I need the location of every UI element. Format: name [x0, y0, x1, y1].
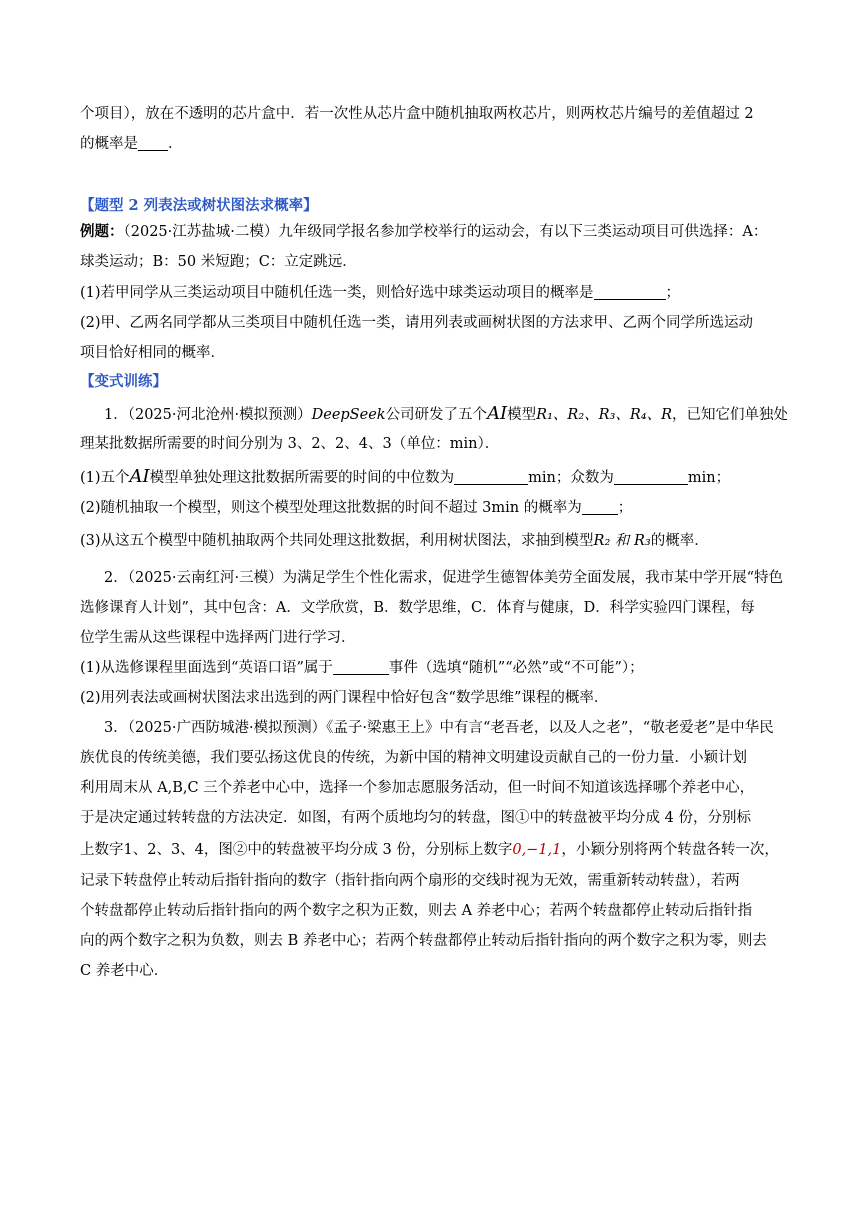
text-line: 选修课育人计划”，其中包含：A．文学欣赏，B．数学思维，C．体育与健康，D．科学实验四门课程，每	[80, 600, 755, 616]
text-line	[80, 222, 767, 242]
section-title: 【变式训练】	[80, 373, 167, 390]
text-line	[80, 658, 644, 678]
answer-blank[interactable]	[582, 498, 618, 515]
math-text: AI	[487, 403, 508, 424]
text-line: 3．（2025·广西防城港·模拟预测）《孟子·梁惠王上》中有言“老吾老，以及人之老”，“敬老爱老”是中华民	[104, 720, 774, 736]
text-line	[104, 404, 788, 425]
text: 的概率是	[80, 136, 138, 152]
math-text: R₁、R₂、R₃、R₄、R	[536, 407, 673, 423]
text-line: 理某批数据所需要的时间分别为 3、2、2、4、3（单位：min）．	[80, 436, 500, 452]
text-line	[80, 283, 680, 303]
text: (1)从选修课程里面选到“英语口语”属于	[80, 660, 333, 676]
text-line	[80, 498, 632, 518]
text: （2025·江苏盐城·二模）九年级同学报名参加学校举行的运动会，有以下三类运动项目可供选择：A：	[123, 224, 768, 240]
text-line	[80, 840, 779, 860]
text-line: 记录下转盘停止转动后指针指向的数字（指针指向两个扇形的交线时视为无效，需重新转动转盘），若两	[80, 873, 740, 889]
text: ，已知它们单独处	[672, 407, 789, 423]
text-line: (2)用列表法或画树状图法求出选到的两门课程中恰好包含“数学思维”课程的概率．	[80, 690, 609, 706]
text: 事件（选填“随机”“必然”或“不可能”）；	[388, 660, 644, 676]
answer-blank[interactable]	[454, 468, 528, 485]
text: 个项目），放在不透明的芯片盒中．若一次性从芯片盒中随机抽取两枚芯片，则两枚芯片编号的差值超过 2	[80, 106, 754, 122]
brand-text: DeepSeek	[311, 407, 386, 423]
text-line: 位学生需从这些课程中选择两门进行学习．	[80, 630, 356, 646]
answer-blank[interactable]	[333, 658, 389, 675]
text: 模型	[507, 407, 537, 423]
text: 1．（2025·河北沧州·模拟预测）	[104, 407, 312, 423]
text-line: 个转盘都停止转动后指针指向的两个数字之积为正数，则去 A 养老中心；若两个转盘都停止转动后指针指	[80, 903, 753, 919]
text: (1)若甲同学从三类运动项目中随机任选一类，则恰好选中球类运动项目的概率是	[80, 285, 594, 301]
answer-blank[interactable]	[594, 283, 666, 300]
text-line: 利用周末从 A,B,C 三个养老中心中，选择一个参加志愿服务活动，但一时间不知道该选择哪个养老中心，	[80, 780, 755, 796]
text-line: 向的两个数字之积为负数，则去 B 养老中心；若两个转盘都停止转动后指针指向的两个数字之积为零，则去	[80, 933, 767, 949]
text: (1)五个	[80, 470, 130, 486]
text-line: 于是决定通过转转盘的方法决定．如图，有两个质地均匀的转盘，图①中的转盘被平均分成 4 份，分别标	[80, 810, 751, 826]
text-line: 项目恰好相同的概率．	[80, 345, 225, 361]
text: min；众数为	[528, 470, 614, 486]
example-label: 例题：	[80, 223, 124, 240]
math-text: 0,−1,1	[512, 842, 562, 858]
text-line	[80, 134, 183, 154]
text-line	[80, 531, 709, 551]
text: ．	[168, 136, 183, 152]
text: ；	[665, 285, 681, 301]
section-title: 【题型 2 列表法或树状图法求概率】	[80, 197, 318, 214]
text: ，小颖分别将两个转盘各转一次，	[561, 842, 779, 858]
text-line: 球类运动；B：50 米短跑；C：立定跳远．	[80, 254, 357, 270]
text: 的概率．	[650, 533, 709, 549]
text: 上数字1、2、3、4，图②中的转盘被平均分成 3 份，分别标上数字	[80, 842, 513, 858]
text: ；	[617, 500, 633, 516]
answer-blank[interactable]	[614, 468, 688, 485]
text: 公司研发了五个	[385, 407, 488, 423]
text-line	[80, 104, 754, 124]
text-line	[80, 467, 730, 488]
text-line: (2)甲、乙两名同学都从三类项目中随机任选一类，请用列表或画树状图的方法求甲、乙两个同学所选运动	[80, 315, 754, 331]
text-line: 2．（2025·云南红河·三模）为满足学生个性化需求，促进学生德智体美劳全面发展，我市某中学开展“特色	[104, 570, 784, 586]
text-line: 族优良的传统美德，我们要弘扬这优良的传统，为新中国的精神文明建设贡献自己的一份力量．小颖计划	[80, 750, 747, 766]
text: (3)从这五个模型中随机抽取两个共同处理这批数据，利用树状图法，求抽到模型	[80, 533, 594, 549]
math-text: AI	[129, 466, 150, 487]
text: min；	[687, 470, 731, 486]
text-line: C 养老中心．	[80, 963, 169, 979]
answer-blank[interactable]	[138, 134, 168, 151]
math-text: R₂ 和 R₃	[593, 533, 651, 549]
text: (2)随机抽取一个模型，则这个模型处理这批数据的时间不超过 3min 的概率为	[80, 500, 582, 516]
text: 模型单独处理这批数据所需要的时间的中位数为	[149, 470, 455, 486]
